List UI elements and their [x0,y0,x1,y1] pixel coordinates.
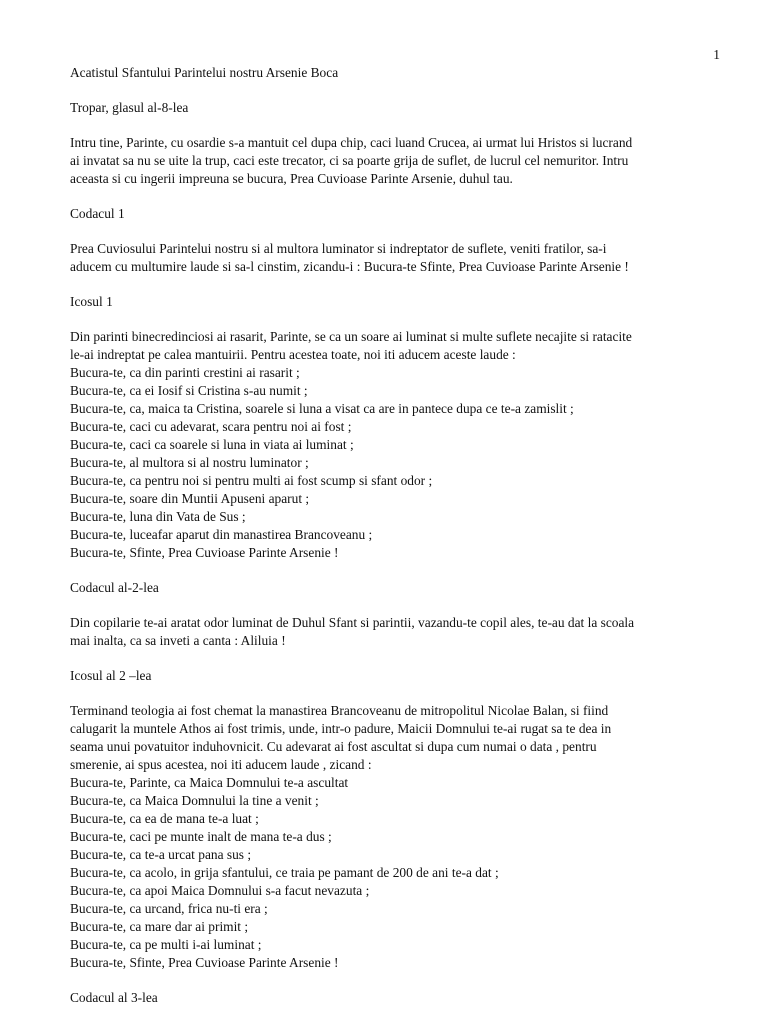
section-heading [70,99,722,117]
text-line: Bucura-te, ca pentru noi si pentru multi ai fost scump si sfant odor ; [70,473,433,488]
text-line: Bucura-te, soare din Muntii Apuseni aparut ; [70,491,310,506]
section-heading [70,293,722,311]
paragraph [70,240,722,276]
section-heading [70,989,722,1007]
paragraph [70,134,722,188]
text-line: seama unui povatuitor induhovnicit. Cu adevarat ai fost ascultat si dupa cum numai o data , pentru [70,739,597,754]
text-line: Bucura-te, caci pe munte inalt de mana te-a dus ; [70,829,332,844]
document-body [70,64,722,1024]
text-line: Bucura-te, ca Maica Domnului la tine a venit ; [70,793,319,808]
text-line: Prea Cuviosului Parintelui nostru si al multora luminator si indreptator de suflete, veniti fratilor, sa-i [70,241,607,256]
text-line: ai invatat sa nu se uite la trup, caci este trecator, ci sa poarte grija de suflet, de lucrul cel nemuritor. Intru [70,153,629,168]
text-line: Din copilarie te-ai aratat odor luminat de Duhul Sfant si parintii, vazandu-te copil ales, te-au dat la scoala [70,615,635,630]
text-line: Codacul al-2-lea [70,580,159,595]
text-line: Bucura-te, luceafar aparut din manastirea Brancoveanu ; [70,527,373,542]
text-line: Intru tine, Parinte, cu osardie s-a mantuit cel dupa chip, caci luand Crucea, ai urmat lui Hristos si lucrand [70,135,633,150]
text-line: Bucura-te, Sfinte, Prea Cuvioase Parinte Arsenie ! [70,545,339,560]
text-line: Bucura-te, Parinte, ca Maica Domnului te-a ascultat [70,775,349,790]
text-line: Bucura-te, ca acolo, in grija sfantului, ce traia pe pamant de 200 de ani te-a dat ; [70,865,499,880]
text-line: Bucura-te, ca, maica ta Cristina, soarele si luna a visat ca are in pantece dupa ce te-a zamislit ; [70,401,574,416]
text-line: Bucura-te, caci ca soarele si luna in viata ai luminat ; [70,437,354,452]
text-line: Bucura-te, ca te-a urcat pana sus ; [70,847,252,862]
text-line: Codacul 1 [70,206,125,221]
text-line: Bucura-te, ca ea de mana te-a luat ; [70,811,259,826]
text-line: aceasta si cu ingerii impreuna se bucura, Prea Cuvioase Parinte Arsenie, duhul tau. [70,171,513,186]
text-line: Bucura-te, ca din parinti crestini ai rasarit ; [70,365,300,380]
text-line: Tropar, glasul al-8-lea [70,100,189,115]
text-line: Codacul al 3-lea [70,990,158,1005]
text-line: Bucura-te, ca mare dar ai primit ; [70,919,249,934]
text-line: Bucura-te, al multora si al nostru luminator ; [70,455,309,470]
paragraph [70,614,722,650]
text-line: Bucura-te, ca pe multi i-ai luminat ; [70,937,262,952]
section-heading [70,579,722,597]
text-line: Icosul 1 [70,294,113,309]
text-line: Bucura-te, luna din Vata de Sus ; [70,509,246,524]
page-number: 1 [713,47,720,62]
text-line: mai inalta, ca sa inveti a canta : Aliluia ! [70,633,286,648]
paragraph [70,702,722,972]
text-line: smerenie, ai spus acestea, noi iti aducem laude , zicand : [70,757,372,772]
text-line: Bucura-te, ca apoi Maica Domnului s-a facut nevazuta ; [70,883,370,898]
text-line: Bucura-te, ca urcand, frica nu-ti era ; [70,901,268,916]
text-line: Bucura-te, Sfinte, Prea Cuvioase Parinte Arsenie ! [70,955,339,970]
text-line: aducem cu multumire laude si sa-l cinstim, zicandu-i : Bucura-te Sfinte, Prea Cuvioase Parinte Arsenie ! [70,259,629,274]
text-line: Icosul al 2 –lea [70,668,152,683]
text-line: Bucura-te, ca ei Iosif si Cristina s-au numit ; [70,383,308,398]
text-line: Acatistul Sfantului Parintelui nostru Arsenie Boca [70,65,339,80]
document-title [70,64,722,82]
text-line: Bucura-te, caci cu adevarat, scara pentru noi ai fost ; [70,419,352,434]
section-heading [70,205,722,223]
text-line: le-ai indreptat pe calea mantuirii. Pentru acestea toate, noi iti aducem aceste laude : [70,347,516,362]
paragraph [70,328,722,562]
text-line: Din parinti binecredinciosi ai rasarit, Parinte, se ca un soare ai luminat si multe suflete necajite si ratacite [70,329,632,344]
section-heading [70,667,722,685]
text-line: calugarit la muntele Athos ai fost trimis, unde, intr-o padure, Maicii Domnului te-ai rugat sa te dea in [70,721,612,736]
text-line: Terminand teologia ai fost chemat la manastirea Brancoveanu de mitropolitul Nicolae Balan, si fiind [70,703,609,718]
